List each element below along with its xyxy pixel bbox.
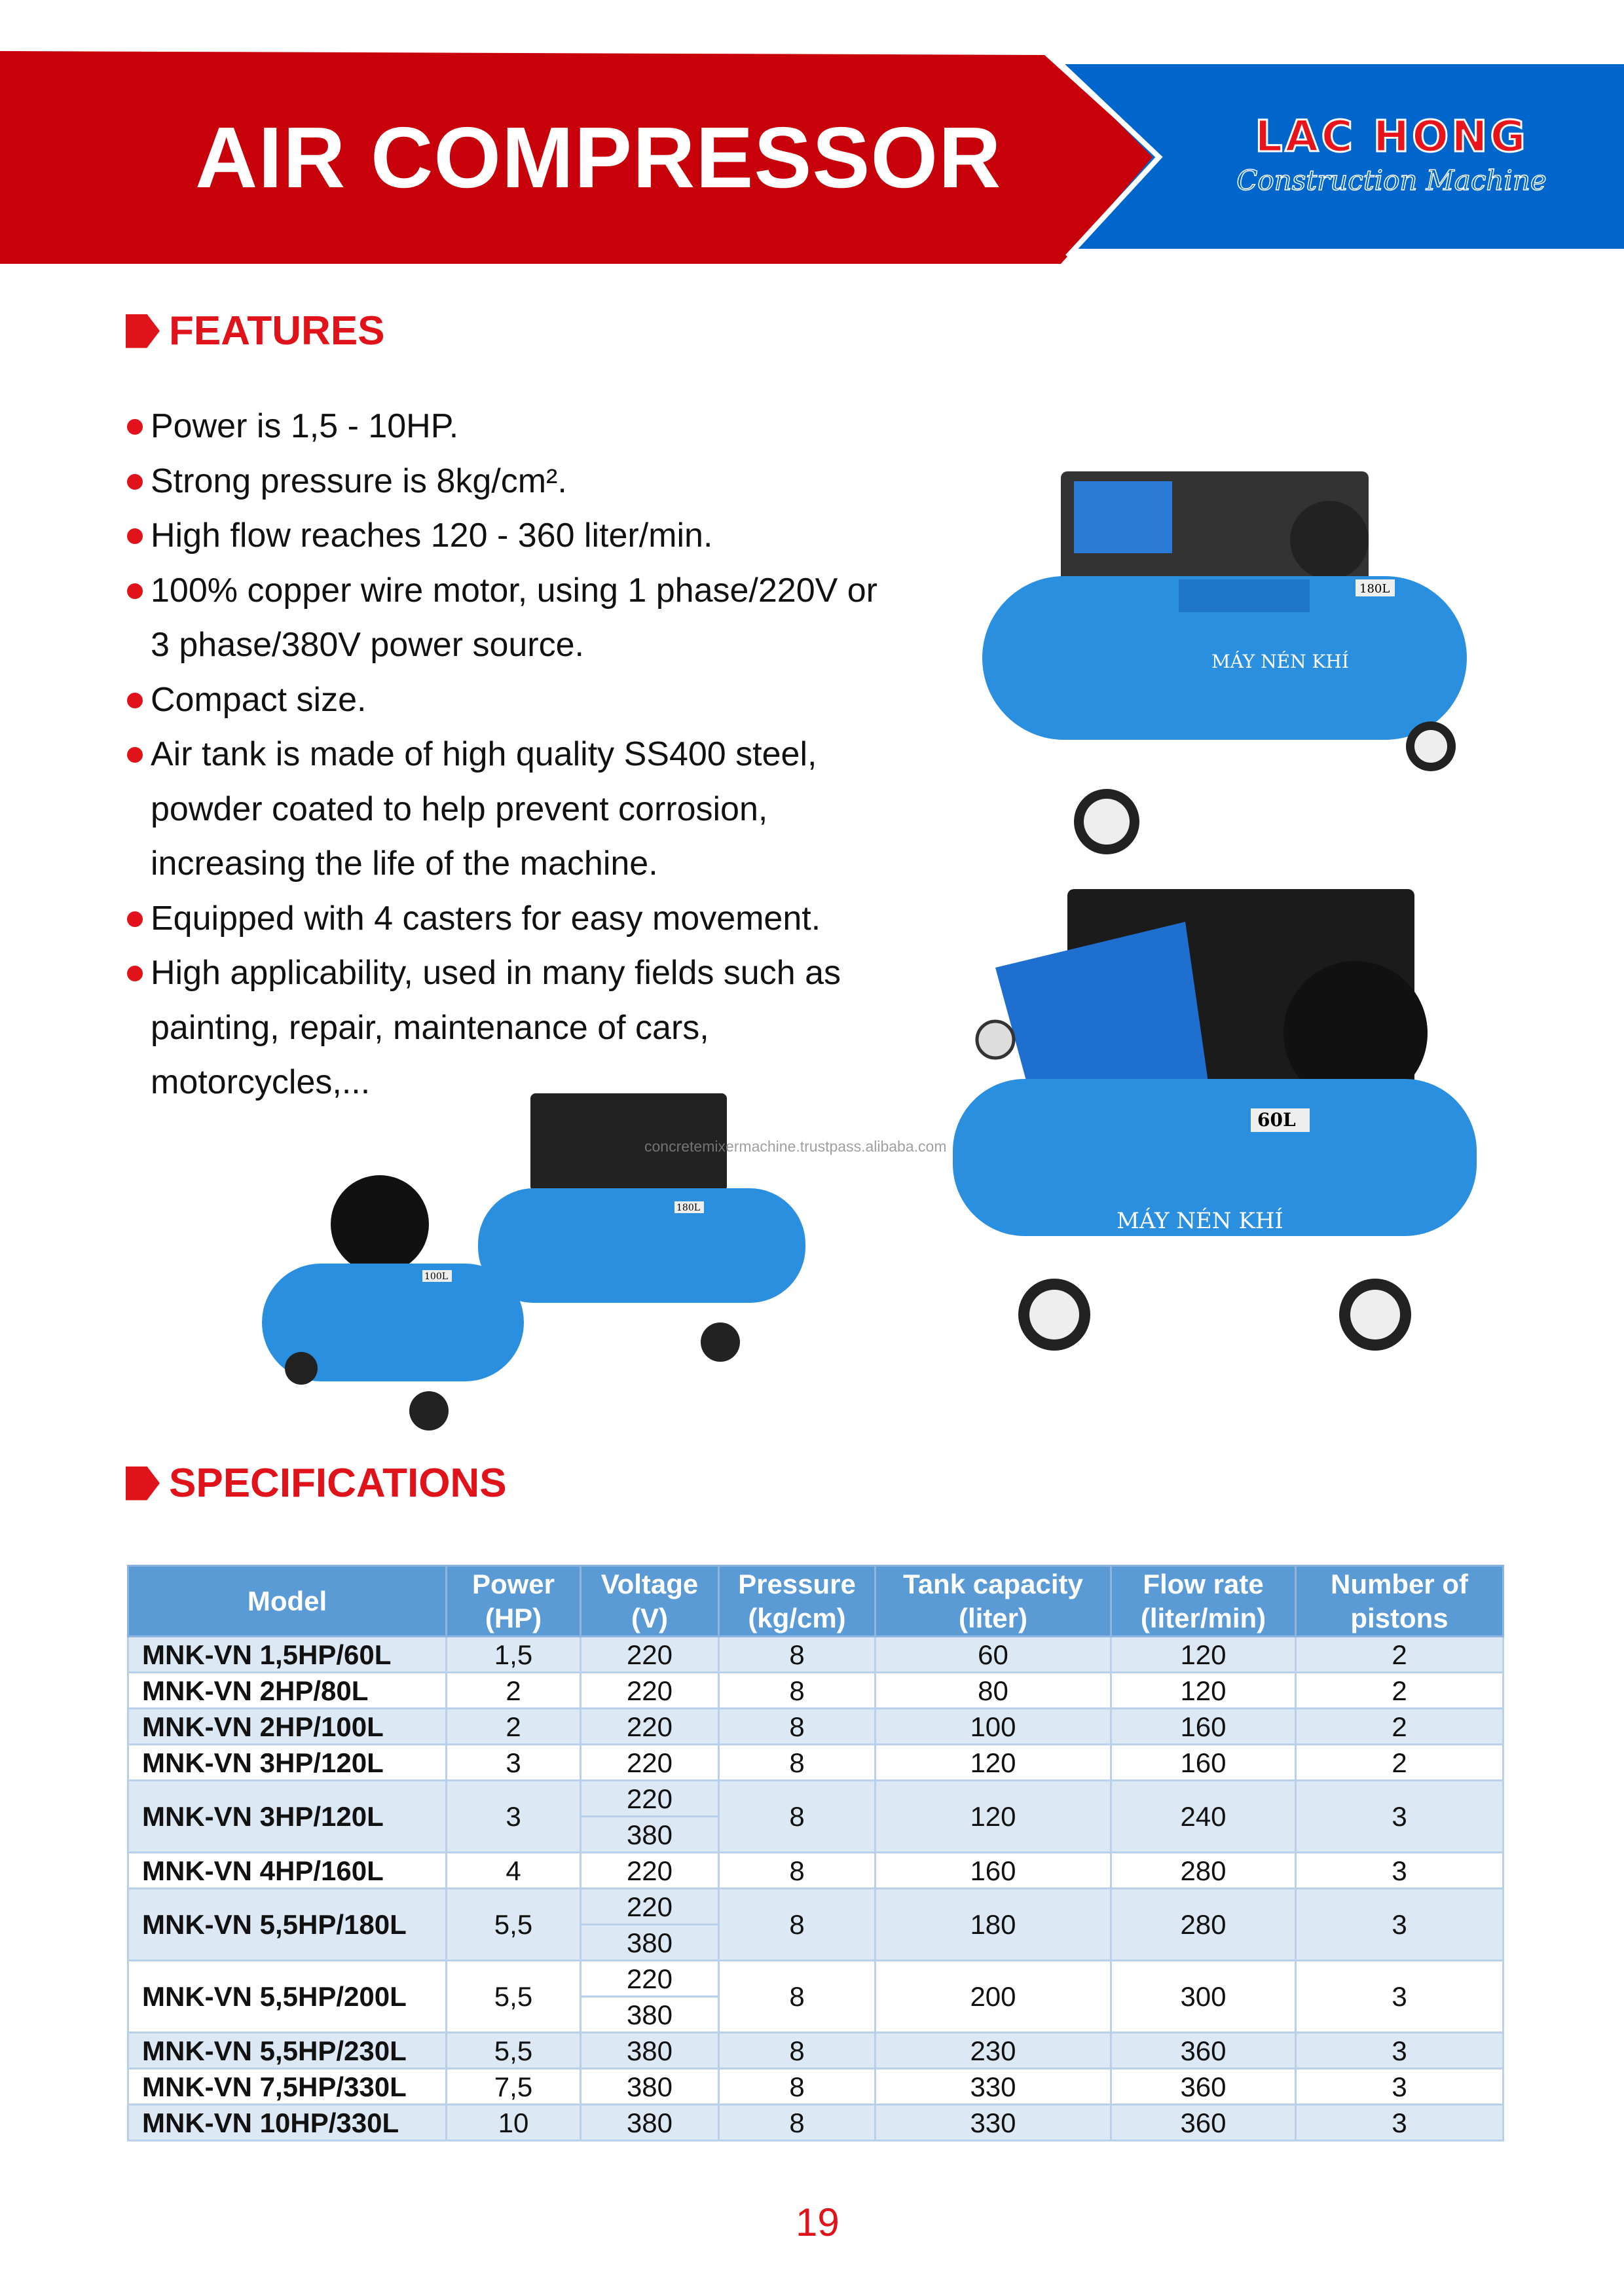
specifications-heading — [126, 1460, 507, 1506]
feature-item — [126, 399, 898, 454]
logo-sub-text: Construction Machine — [1236, 164, 1547, 196]
power-cell: 10 — [447, 2105, 581, 2141]
model-cell: MNK-VN 2HP/80L — [128, 1673, 447, 1709]
voltage-cell: 380 — [581, 2105, 719, 2141]
pressure-cell: 8 — [719, 1853, 876, 1889]
feature-text: High applicability, used in many fields such as painting, repair, maintenance of cars, motorcycles,... — [151, 954, 841, 1101]
power-cell: 4 — [447, 1853, 581, 1889]
bullet-icon — [127, 966, 143, 981]
voltage-cell: 380 — [581, 2033, 719, 2069]
feature-item — [126, 892, 898, 947]
table-row — [128, 2069, 1504, 2105]
voltage-cell: 380 — [581, 1817, 719, 1853]
model-cell: MNK-VN 5,5HP/230L — [128, 2033, 447, 2069]
features-heading — [126, 308, 385, 354]
voltage-cell: 220 — [581, 1673, 719, 1709]
table-row — [128, 2033, 1504, 2069]
pistons-cell: 3 — [1296, 1853, 1504, 1889]
table-row — [128, 1961, 1504, 1997]
power-cell: 5,5 — [447, 2033, 581, 2069]
feature-text: Compact size. — [151, 680, 367, 719]
page-title: AIR COMPRESSOR — [195, 109, 1002, 206]
pistons-cell: 2 — [1296, 1637, 1504, 1673]
flow-cell: 160 — [1111, 1709, 1296, 1745]
tank-cell: 180 — [876, 1889, 1111, 1961]
feature-item — [126, 509, 898, 564]
pistons-cell: 3 — [1296, 1961, 1504, 2033]
voltage-cell: 220 — [581, 1637, 719, 1673]
model-cell: MNK-VN 3HP/120L — [128, 1745, 447, 1781]
voltage-cell: 220 — [581, 1889, 719, 1925]
power-cell: 7,5 — [447, 2069, 581, 2105]
column-header: Number of pistons — [1296, 1566, 1504, 1637]
pressure-cell: 8 — [719, 2105, 876, 2141]
section-arrow-icon — [126, 314, 160, 348]
pistons-cell: 3 — [1296, 2033, 1504, 2069]
feature-item — [126, 564, 898, 673]
tank-cell: 120 — [876, 1781, 1111, 1853]
voltage-cell: 380 — [581, 1925, 719, 1961]
table-row — [128, 1781, 1504, 1817]
bullet-icon — [127, 693, 143, 708]
table-row — [128, 1709, 1504, 1745]
column-header: Voltage (V) — [581, 1566, 719, 1637]
table-row — [128, 1637, 1504, 1673]
bullet-icon — [127, 419, 143, 435]
pressure-cell: 8 — [719, 1673, 876, 1709]
column-header: Flow rate (liter/min) — [1111, 1566, 1296, 1637]
feature-item — [126, 454, 898, 509]
bullet-icon — [127, 747, 143, 763]
pressure-cell: 8 — [719, 1745, 876, 1781]
page-number: 19 — [796, 2200, 840, 2244]
pistons-cell: 2 — [1296, 1673, 1504, 1709]
model-cell: MNK-VN 10HP/330L — [128, 2105, 447, 2141]
specifications-heading-text: SPECIFICATIONS — [169, 1461, 507, 1506]
model-cell: MNK-VN 7,5HP/330L — [128, 2069, 447, 2105]
power-cell: 2 — [447, 1673, 581, 1709]
power-cell: 5,5 — [447, 1889, 581, 1961]
feature-item — [126, 673, 898, 728]
column-header: Tank capacity (liter) — [876, 1566, 1111, 1637]
flow-cell: 160 — [1111, 1745, 1296, 1781]
flow-cell: 120 — [1111, 1673, 1296, 1709]
svg-text:MÁY NÉN KHÍ: MÁY NÉN KHÍ — [1116, 1208, 1283, 1234]
model-cell: MNK-VN 2HP/100L — [128, 1709, 447, 1745]
feature-text: Strong pressure is 8kg/cm². — [151, 462, 567, 500]
svg-text:MÁY NÉN KHÍ: MÁY NÉN KHÍ — [1211, 651, 1349, 672]
specifications-table — [127, 1565, 1504, 2141]
voltage-cell: 220 — [581, 1853, 719, 1889]
tank-cell: 330 — [876, 2069, 1111, 2105]
svg-text:100L: 100L — [424, 1271, 449, 1282]
features-list — [126, 399, 898, 1110]
flow-cell: 300 — [1111, 1961, 1296, 2033]
power-cell: 5,5 — [447, 1961, 581, 2033]
pressure-cell: 8 — [719, 1637, 876, 1673]
pressure-cell: 8 — [719, 1889, 876, 1961]
feature-item — [126, 727, 898, 892]
feature-text: High flow reaches 120 - 360 liter/min. — [151, 517, 713, 555]
column-header: Model — [128, 1566, 447, 1637]
column-header: Pressure (kg/cm) — [719, 1566, 876, 1637]
feature-text: 100% copper wire motor, using 1 phase/220V or 3 phase/380V power source. — [151, 571, 878, 664]
model-cell: MNK-VN 3HP/120L — [128, 1781, 447, 1853]
power-cell: 3 — [447, 1745, 581, 1781]
svg-text:180L: 180L — [1359, 582, 1390, 596]
pistons-cell: 3 — [1296, 2105, 1504, 2141]
voltage-cell: 380 — [581, 1997, 719, 2033]
svg-text:60L: 60L — [1257, 1109, 1296, 1131]
tank-cell: 330 — [876, 2105, 1111, 2141]
table-row — [128, 1673, 1504, 1709]
flow-cell: 360 — [1111, 2105, 1296, 2141]
model-cell: MNK-VN 5,5HP/200L — [128, 1961, 447, 2033]
brand-logo — [1234, 111, 1549, 196]
bullet-icon — [127, 474, 143, 490]
table-row — [128, 1745, 1504, 1781]
tank-cell: 230 — [876, 2033, 1111, 2069]
feature-text: Equipped with 4 casters for easy movement. — [151, 899, 821, 938]
features-heading-text: FEATURES — [169, 308, 385, 354]
column-header: Power (HP) — [447, 1566, 581, 1637]
pistons-cell: 3 — [1296, 2069, 1504, 2105]
power-cell: 1,5 — [447, 1637, 581, 1673]
table-header-row — [128, 1566, 1504, 1637]
bullet-icon — [127, 528, 143, 544]
voltage-cell: 220 — [581, 1745, 719, 1781]
bullet-icon — [127, 911, 143, 927]
svg-text:180L: 180L — [676, 1203, 701, 1213]
model-cell: MNK-VN 4HP/160L — [128, 1853, 447, 1889]
tank-cell: 80 — [876, 1673, 1111, 1709]
voltage-cell: 220 — [581, 1961, 719, 1997]
voltage-cell: 220 — [581, 1781, 719, 1817]
pistons-cell: 3 — [1296, 1889, 1504, 1961]
tank-cell: 120 — [876, 1745, 1111, 1781]
voltage-cell: 220 — [581, 1709, 719, 1745]
tank-cell: 200 — [876, 1961, 1111, 2033]
section-arrow-icon — [126, 1467, 160, 1501]
table-row — [128, 1853, 1504, 1889]
tank-cell: 100 — [876, 1709, 1111, 1745]
tank-cell: 160 — [876, 1853, 1111, 1889]
pressure-cell: 8 — [719, 1781, 876, 1853]
flow-cell: 280 — [1111, 1889, 1296, 1961]
compressor-image-60l — [936, 883, 1493, 1354]
compressor-image-180l — [963, 462, 1486, 864]
bullet-icon — [127, 583, 143, 599]
flow-cell: 280 — [1111, 1853, 1296, 1889]
table-row — [128, 2105, 1504, 2141]
power-cell: 3 — [447, 1781, 581, 1853]
logo-main-text: LAC HONG — [1255, 111, 1528, 162]
flow-cell: 120 — [1111, 1637, 1296, 1673]
tank-cell: 60 — [876, 1637, 1111, 1673]
pressure-cell: 8 — [719, 1961, 876, 2033]
pistons-cell: 2 — [1296, 1709, 1504, 1745]
flow-cell: 360 — [1111, 2069, 1296, 2105]
pressure-cell: 8 — [719, 2033, 876, 2069]
feature-text: Air tank is made of high quality SS400 steel, powder coated to help prevent corrosion, increasing the life of the machine. — [151, 735, 817, 883]
flow-cell: 240 — [1111, 1781, 1296, 1853]
flow-cell: 360 — [1111, 2033, 1296, 2069]
pistons-cell: 3 — [1296, 1781, 1504, 1853]
power-cell: 2 — [447, 1709, 581, 1745]
pressure-cell: 8 — [719, 2069, 876, 2105]
pressure-cell: 8 — [719, 1709, 876, 1745]
table-row — [128, 1889, 1504, 1925]
feature-text: Power is 1,5 - 10HP. — [151, 407, 459, 445]
pistons-cell: 2 — [1296, 1745, 1504, 1781]
voltage-cell: 380 — [581, 2069, 719, 2105]
feature-item — [126, 946, 898, 1110]
model-cell: MNK-VN 5,5HP/180L — [128, 1889, 447, 1961]
model-cell: MNK-VN 1,5HP/60L — [128, 1637, 447, 1673]
watermark: concretemixermachine.trustpass.alibaba.com — [644, 1138, 947, 1155]
